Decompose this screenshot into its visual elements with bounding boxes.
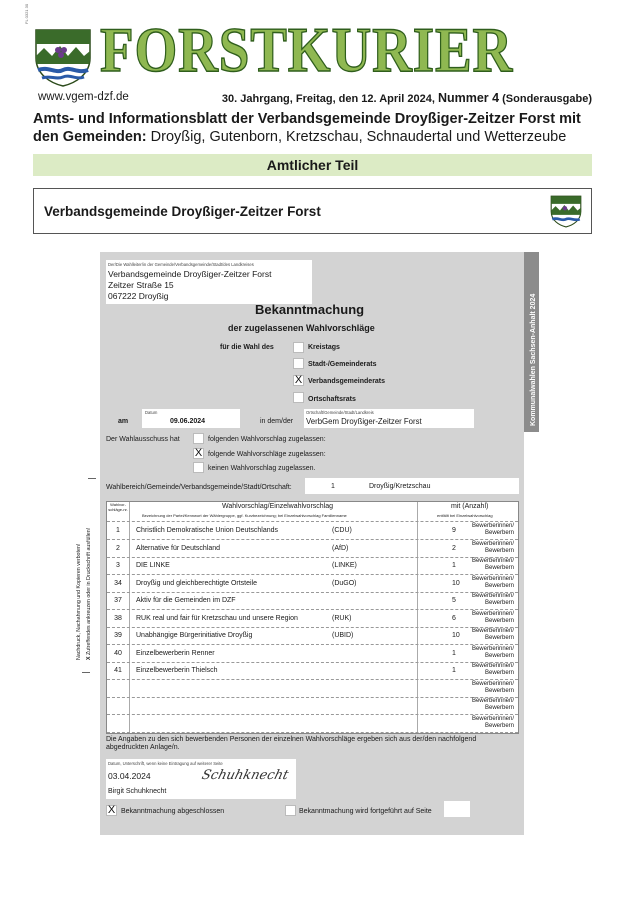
district-number: 1 xyxy=(331,483,335,490)
candidate-name: Droyßig und gleichberechtigte Ortsteile xyxy=(136,579,258,587)
election-checkbox[interactable]: X xyxy=(294,374,303,386)
signature-date: 03.04.2024 xyxy=(108,771,151,781)
closed-checkbox[interactable]: X xyxy=(107,804,116,816)
bewerber-label: Bewerberinnen/ Bewerbern xyxy=(471,628,514,641)
bewerber-label: Bewerberinnen/ Bewerbern xyxy=(471,698,514,711)
table-row xyxy=(107,662,518,680)
candidate-count: 2 xyxy=(452,544,456,552)
table-row xyxy=(107,697,518,715)
publication-subtitle xyxy=(33,110,598,146)
candidate-name: Christlich Demokratische Union Deutschlands xyxy=(136,527,279,534)
sender-line: 067222 Droyßig xyxy=(108,291,169,301)
section-title: Amtlicher Teil xyxy=(33,154,592,176)
organization-bar xyxy=(33,188,592,234)
district-name: Droyßig/Kretzschau xyxy=(369,483,431,490)
bewerber-label: Bewerberinnen/ Bewerbern xyxy=(471,575,514,589)
attachment-note: Die Angaben zu den sich bewerbenden Personen der einzelnen Wahlvorschläge ergeben sich aus der/den nachfolgend abgedruckten Anlage/n. xyxy=(106,736,477,751)
candidate-short-name: (AfD) xyxy=(332,544,349,552)
table-row xyxy=(107,522,518,540)
committee-label: Der Wahlausschuss hat xyxy=(106,436,180,443)
candidate-name: DIE LINKE xyxy=(136,562,170,569)
subtitle-bold: Amts- und Informationsblatt der Verbandsgemeinde Droyßiger-Zeitzer Forst mit den Gemeinden: xyxy=(33,111,581,145)
handwritten-signature: Schuhknecht xyxy=(200,768,290,783)
candidate-number: 1 xyxy=(116,527,120,534)
candidate-name: Alternative für Deutschland xyxy=(136,544,221,552)
district-field[interactable] xyxy=(305,478,519,494)
organization-title: Verbandsgemeinde Droyßiger-Zeitzer Forst xyxy=(44,204,321,219)
candidate-number: 41 xyxy=(114,667,122,674)
candidate-name: Einzelbewerberin Renner xyxy=(136,649,215,657)
sender-label: Der/Die Wahlleiter/in der Gemeinde/Verbandsgemeinde/Stadt/des Landkreises xyxy=(108,262,254,267)
election-option-label: Ortschaftsrats xyxy=(308,396,356,403)
candidate-short-name: (CDU) xyxy=(332,527,352,534)
candidate-count: 10 xyxy=(452,632,460,639)
col-nr-header: Wahlvor-schläge-nr. xyxy=(108,502,128,512)
table-header xyxy=(107,502,518,522)
committee-checkbox[interactable] xyxy=(193,462,204,473)
candidate-count: 1 xyxy=(452,667,456,674)
sender-line: Zeitzer Straße 15 xyxy=(108,280,174,290)
candidate-count: 5 xyxy=(452,597,456,604)
bewerber-label: Bewerberinnen/ Bewerbern xyxy=(471,680,514,694)
sender-box xyxy=(106,260,312,304)
date-field[interactable] xyxy=(142,409,240,428)
candidate-short-name: (LINKE) xyxy=(332,562,357,569)
continued-checkbox[interactable] xyxy=(285,805,296,816)
place-field[interactable] xyxy=(304,409,474,428)
bewerber-label: Bewerberinnen/ Bewerbern xyxy=(471,558,514,571)
form-title: Bekanntmachung xyxy=(255,302,365,317)
bewerber-label: Bewerberinnen/ Bewerbern xyxy=(471,523,514,536)
candidate-count: 10 xyxy=(452,579,460,587)
candidate-name: Unabhängige Bürgerinitiative Droyßig xyxy=(136,632,253,639)
election-checkbox[interactable] xyxy=(293,392,304,403)
election-checkbox[interactable] xyxy=(293,358,304,369)
committee-checkbox[interactable] xyxy=(193,433,204,444)
table-row xyxy=(107,627,518,645)
issue-number: Nummer 4 xyxy=(437,91,500,105)
closed-label: Bekanntmachung abgeschlossen xyxy=(121,808,225,815)
candidate-short-name: (RUK) xyxy=(332,614,352,622)
candidate-number: 40 xyxy=(114,649,122,657)
place-prefix: in dem/der xyxy=(260,418,294,425)
district-label: Wahlbereich/Gemeinde/Verbandsgemeinde/Stadt/Ortschaft: xyxy=(106,484,292,491)
announcement-form xyxy=(100,252,524,835)
candidate-number: 3 xyxy=(116,562,120,569)
candidate-name: Einzelbewerberin Thielsch xyxy=(136,667,218,674)
election-option-label: Stadt-/Gemeinderats xyxy=(308,361,377,368)
election-label: für die Wahl des xyxy=(220,344,274,351)
continued-label: Bekanntmachung wird fortgeführt auf Seite xyxy=(299,808,432,815)
copy-notice: Nachdruck, Nachahmung und Kopieren verboten! xyxy=(76,543,82,660)
candidate-count: 6 xyxy=(452,614,456,622)
table-row xyxy=(107,680,518,698)
masthead-title: FORSTKURIER xyxy=(100,14,514,85)
election-sidebar-text: Kommunalwahlen Sachsen-Anhalt 2024 xyxy=(530,293,537,426)
bewerber-label: Bewerberinnen/ Bewerbern xyxy=(471,610,514,624)
bewerber-label: Bewerberinnen/ Bewerbern xyxy=(471,593,514,606)
candidate-number: 2 xyxy=(116,544,120,552)
candidate-short-name: (DuGO) xyxy=(332,579,357,587)
bewerber-label: Bewerberinnen/ Bewerbern xyxy=(471,645,514,659)
col-count-subheader: entfällt bei Einzelwahlvorschlag xyxy=(437,513,493,518)
candidate-name: Aktiv für die Gemeinden im DZF xyxy=(136,597,236,604)
place-label: Ortschaft/Gemeinde/Stadt/Landkreis xyxy=(306,410,374,415)
candidate-number: 34 xyxy=(114,579,122,587)
election-option-label: Kreistags xyxy=(308,344,340,351)
issue-line xyxy=(222,91,592,105)
committee-option-label: folgenden Wahlvorschlag zugelassen: xyxy=(208,436,326,443)
bewerber-label: Bewerberinnen/ Bewerbern xyxy=(471,715,514,729)
fill-instruction-text: Zutreffendes ankreuzen oder in Druckschrift ausfüllen! xyxy=(86,527,92,655)
candidate-short-name: (UBID) xyxy=(332,632,354,639)
signature-label: Datum, Unterschrift, wenn keine Eintragung auf weiterer Seite xyxy=(108,761,223,766)
candidate-number: 37 xyxy=(114,597,122,604)
continued-page-field[interactable] xyxy=(444,801,470,817)
candidate-number: 38 xyxy=(114,614,122,622)
date-label: Datum xyxy=(145,410,158,415)
table-row xyxy=(107,715,518,733)
bewerber-label: Bewerberinnen/ Bewerbern xyxy=(471,663,514,676)
place-value: VerbGem Droyßiger-Zeitzer Forst xyxy=(306,417,422,426)
crest-note: FL 0321 30 xyxy=(24,3,29,24)
coat-of-arms-icon xyxy=(32,26,94,88)
table-row xyxy=(107,540,518,558)
website-link[interactable]: www.vgem-dzf.de xyxy=(38,91,129,103)
table-row xyxy=(107,645,518,663)
issue-suffix: (Sonderausgabe) xyxy=(502,93,592,105)
bewerber-label: Bewerberinnen/ Bewerbern xyxy=(471,540,514,554)
candidate-name: RUK real und fair für Kretzschau und unsere Region xyxy=(136,614,298,622)
election-sidebar xyxy=(524,252,539,432)
date-value: 09.06.2024 xyxy=(170,418,206,425)
candidate-number: 39 xyxy=(114,632,122,639)
committee-checkbox[interactable]: X xyxy=(194,447,203,459)
table-row xyxy=(107,557,518,575)
candidate-count: 9 xyxy=(452,527,456,534)
margin-tick xyxy=(88,478,96,479)
small-coat-of-arms-icon xyxy=(549,193,583,229)
fill-instruction-check: X xyxy=(86,656,92,660)
col-name-header: Wahlvorschlag/Einzelwahlvorschlag xyxy=(222,503,334,510)
election-option-label: Verbandsgemeinderats xyxy=(308,378,386,385)
col-count-header: mit (Anzahl) xyxy=(451,503,489,510)
signature-name: Birgit Schuhknecht xyxy=(108,788,167,795)
date-prefix: am xyxy=(118,418,129,425)
committee-option-label: keinen Wahlvorschlag zugelassen. xyxy=(208,465,316,472)
issue-prefix: 30. Jahrgang, Freitag, den 12. April 2024, xyxy=(221,93,435,105)
table-row xyxy=(107,610,518,628)
signature-box[interactable] xyxy=(106,759,296,799)
candidate-count: 1 xyxy=(452,649,456,657)
candidate-count: 1 xyxy=(452,562,456,569)
committee-option-label: folgende Wahlvorschläge zugelassen: xyxy=(208,451,326,458)
table-row xyxy=(107,592,518,610)
candidate-table xyxy=(106,501,519,734)
election-checkbox[interactable] xyxy=(293,342,304,353)
subtitle-municipalities: Droyßig, Gutenborn, Kretzschau, Schnaudertal und Wetterzeube xyxy=(150,129,567,145)
col-name-subheader: Bezeichnung der Partei/Kennwort der Wählergruppe, ggf. Kurzbezeichnung; bei Einzelwahlvorschlag Familienname xyxy=(142,513,347,518)
sender-line: Verbandsgemeinde Droyßiger-Zeitzer Forst xyxy=(108,269,272,279)
fill-instruction xyxy=(86,528,92,660)
form-subtitle: der zugelassenen Wahlvorschläge xyxy=(228,323,375,333)
table-row xyxy=(107,575,518,593)
margin-tick xyxy=(82,672,90,673)
